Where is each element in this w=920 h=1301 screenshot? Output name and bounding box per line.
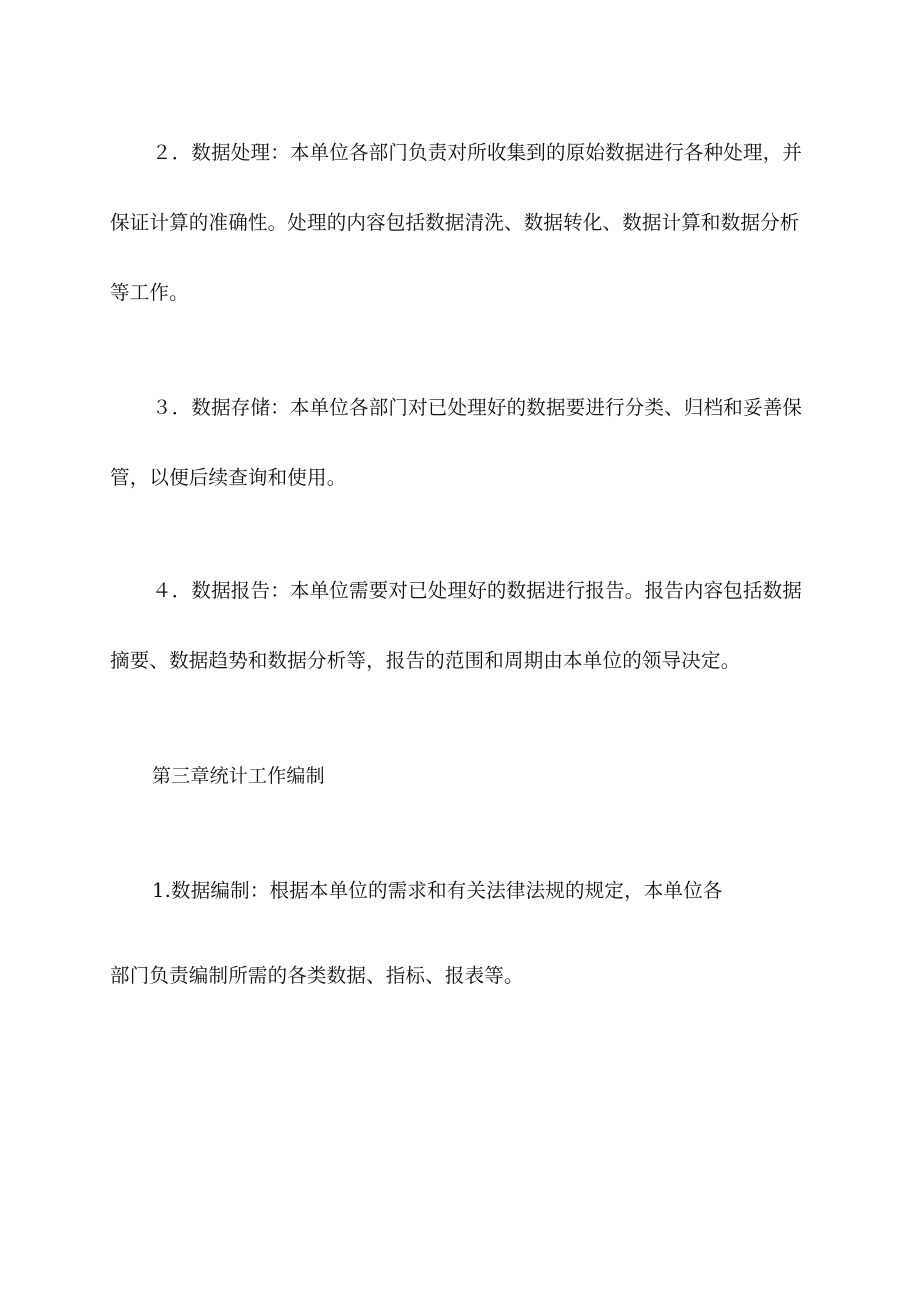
item-2-line-1: ２．数据处理：本单位各部门负责对所收集到的原始数据进行各种处理，并 — [152, 141, 803, 164]
item-3-line-2: 管，以便后续查询和使用。 — [110, 466, 347, 489]
item-3-line-1: ３．数据存储：本单位各部门对已处理好的数据要进行分类、归档和妥善保 — [152, 396, 803, 419]
chapter-item-1-line-2: 部门负责编制所需的各类数据、指标、报表等。 — [110, 964, 524, 987]
chapter-item-1-line-1: 1.数据编制：根据本单位的需求和有关法律法规的规定，本单位各 — [152, 879, 723, 902]
item-2-line-2: 保证计算的准确性。处理的内容包括数据清洗、数据转化、数据计算和数据分析 — [110, 211, 800, 234]
item-2-line-3: 等工作。 — [110, 281, 189, 304]
chapter-heading: 第三章统计工作编制 — [152, 765, 325, 787]
item-4-line-1: ４．数据报告：本单位需要对已处理好的数据进行报告。报告内容包括数据 — [152, 579, 803, 602]
item-4-line-2: 摘要、数据趋势和数据分析等，报告的范围和周期由本单位的领导决定。 — [110, 649, 741, 672]
